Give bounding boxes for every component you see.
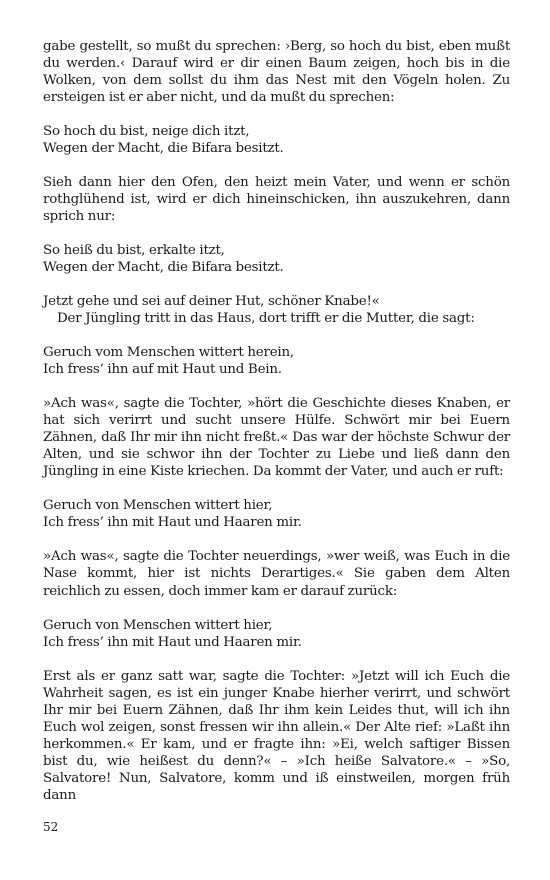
- paragraph: Erst als er ganz satt war, sagte die Tochter: »Jetzt will ich Euch die Wahrheit sagen, es ist ein junger Knabe hierher verirrt, und schwört Ihr mir bei Euern Zähnen, daß Ihr ihm kein Leides thut, will ich ihn Euch wol zeigen, sonst fressen wir ihn allein.« Der Alte rief: »Laßt ihn herkommen.« Er kam, und er fragte ihn: »Ei, welch saftiger Bissen bist du, wie heißest du denn?« – »Ich heiße Salvatore.« – »So, Salvatore! Nun, Salvatore, komm und iß einstweilen, morgen früh dann: [43, 668, 510, 803]
- paragraph: gabe gestellt, so mußt du sprechen: ›Berg, so hoch du bist, eben mußt du werden.‹ Darauf wird er dir einen Baum zeigen, hoch bis in die Wolken, von dem sollst du ihm das Nest mit den Vögeln holen. Zu ersteigen ist er aber nicht, und da mußt du sprechen:: [43, 39, 510, 106]
- verse-line: Geruch von Menschen wittert hier,: [43, 617, 273, 633]
- verse-line: Wegen der Macht, die Bifara besitzt.: [43, 260, 284, 276]
- paragraph: »Ach was«, sagte die Tochter, »hört die Geschichte dieses Knaben, er hat sich verirrt und sucht unsere Hülfe. Schwört mir bei Euern Zähnen, daß Ihr mir ihn nicht freßt.« Das war der höchste Schwur der Alten, und sie schwor ihn der Tochter zu Liebe und ließ dann den Jüngling in eine Kiste kriechen. Da kommt der Vater, und auch er ruft:: [43, 396, 510, 480]
- verse-line: So hoch du bist, neige dich itzt,: [43, 124, 250, 140]
- paragraph-gap: [43, 106, 510, 123]
- verse-line: Ich fress’ ihn auf mit Haut und Bein.: [43, 362, 282, 378]
- paragraph-gap: [43, 157, 510, 174]
- paragraph: Sieh dann hier den Ofen, den heizt mein Vater, und wenn er schön rothglühend ist, wird er dich hineinschicken, ihn auszukehren, dann sprich nur:: [43, 175, 510, 225]
- page-number: 52: [43, 820, 59, 834]
- paragraph-gap: [43, 378, 510, 395]
- page-body: [43, 38, 510, 804]
- paragraph-gap: [43, 480, 510, 497]
- verse-line: Wegen der Macht, die Bifara besitzt.: [43, 141, 284, 157]
- verse-line: So heiß du bist, erkalte itzt,: [43, 243, 225, 259]
- paragraph: »Ach was«, sagte die Tochter neuerdings, »wer weiß, was Euch in die Nase kommt, hier ist nichts Derartiges.« Sie gaben dem Alten reichlich zu essen, doch immer kam er darauf zurück:: [43, 549, 510, 599]
- verse: [43, 497, 510, 531]
- verse: [43, 123, 510, 157]
- paragraph-gap: [43, 327, 510, 344]
- verse-line: Ich fress’ ihn mit Haut und Haaren mir.: [43, 634, 302, 650]
- verse-line: Geruch vom Menschen wittert herein,: [43, 345, 294, 361]
- paragraph-gap: [43, 651, 510, 668]
- paragraph-gap: [43, 531, 510, 548]
- paragraph-indented: Der Jüngling tritt in das Haus, dort trifft er die Mutter, die sagt:: [57, 311, 475, 327]
- paragraph: Jetzt gehe und sei auf deiner Hut, schöner Knabe!«: [43, 294, 380, 310]
- paragraph-gap: [43, 225, 510, 242]
- verse-line: Geruch von Menschen wittert hier,: [43, 498, 273, 514]
- paragraph-gap: [43, 600, 510, 617]
- verse-line: Ich fress’ ihn mit Haut und Haaren mir.: [43, 515, 302, 531]
- verse: [43, 344, 510, 378]
- paragraph-gap: [43, 276, 510, 293]
- verse: [43, 617, 510, 651]
- verse: [43, 242, 510, 276]
